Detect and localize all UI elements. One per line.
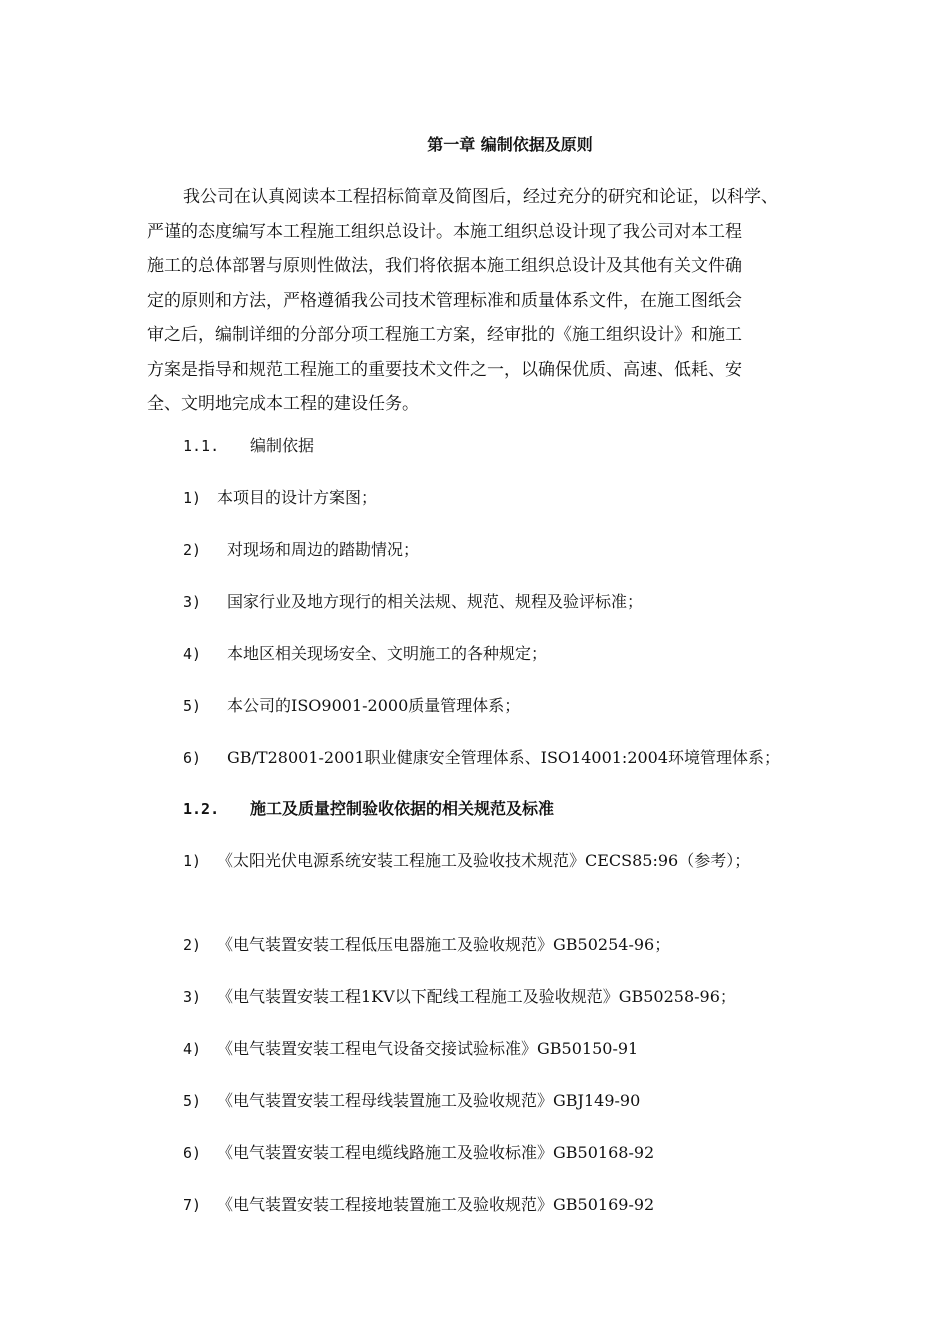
list-item [183,538,419,562]
section-heading [183,797,554,821]
item-number: 5) [183,697,202,715]
intro-line: 审之后，编制详细的分部分项工程施工方案，经审批的《施工组织设计》和施工 [147,325,742,345]
item-number: 5) [183,1092,202,1110]
intro-line: 施工的总体部署与原则性做法，我们将依据本施工组织总设计及其他有关文件确 [147,256,742,276]
section-number: 1.2. [183,800,220,818]
list-item [183,694,520,718]
list-item [183,933,670,957]
item-text: GB/T28001-2001职业健康安全管理体系、ISO14001:2004环境管理体系； [227,748,781,767]
item-number: 1) [183,489,202,507]
item-text: 《电气装置安装工程低压电器施工及验收规范》GB50254-96； [217,935,671,954]
list-item [183,1193,654,1217]
list-item [183,746,780,770]
item-text: 《太阳光伏电源系统安装工程施工及验收技术规范》CECS85:96（参考）； [217,851,751,870]
item-number: 6) [183,749,202,767]
item-text: 国家行业及地方现行的相关法规、规范、规程及验评标准； [227,592,644,611]
list-item [183,1141,654,1165]
intro-line: 全、文明地完成本工程的建设任务。 [147,394,419,414]
intro-line: 我公司在认真阅读本工程招标简章及简图后，经过充分的研究和论证，以科学、 [183,187,778,207]
intro-paragraph [147,180,837,422]
list-item [183,590,643,614]
item-text: 《电气装置安装工程1KV以下配线工程施工及验收规范》GB50258-96； [217,987,736,1006]
item-text: 《电气装置安装工程电气设备交接试验标准》GB50150-91 [217,1039,639,1058]
list-item [183,1089,640,1113]
item-number: 1) [183,852,202,870]
list-item [183,849,750,873]
item-number: 2) [183,936,202,954]
item-number: 4) [183,1040,202,1058]
section-title: 编制依据 [250,436,315,455]
item-number: 3) [183,593,202,611]
intro-line: 严谨的态度编写本工程施工组织总设计。本施工组织总设计现了我公司对本工程 [147,221,742,242]
section-number: 1.1. [183,437,220,455]
item-number: 6) [183,1144,202,1162]
list-item [183,985,736,1009]
section-title: 施工及质量控制验收依据的相关规范及标准 [250,799,555,818]
list-item [183,1037,638,1061]
item-text: 对现场和周边的踏勘情况； [227,540,420,559]
chapter-title: 第一章 编制依据及原则 [427,135,593,154]
item-number: 3) [183,988,202,1006]
item-text: 《电气装置安装工程母线装置施工及验收规范》GBJ149-90 [217,1091,641,1110]
item-number: 7) [183,1196,202,1214]
item-text: 本地区相关现场安全、文明施工的各种规定； [227,644,548,663]
item-number: 2) [183,541,202,559]
item-text: 本项目的设计方案图； [217,488,378,507]
list-item [183,642,547,666]
intro-line: 方案是指导和规范工程施工的重要技术文件之一，以确保优质、高速、低耗、安 [147,359,742,380]
intro-line: 定的原则和方法，严格遵循我公司技术管理标准和质量体系文件，在施工图纸会 [147,290,742,311]
item-text: 《电气装置安装工程电缆线路施工及验收标准》GB50168-92 [217,1143,655,1162]
item-text: 《电气装置安装工程接地装置施工及验收规范》GB50169-92 [217,1195,655,1214]
list-item [183,486,377,510]
item-text: 本公司的ISO9001-2000质量管理体系； [227,696,521,715]
section-heading [183,434,314,458]
item-number: 4) [183,645,202,663]
